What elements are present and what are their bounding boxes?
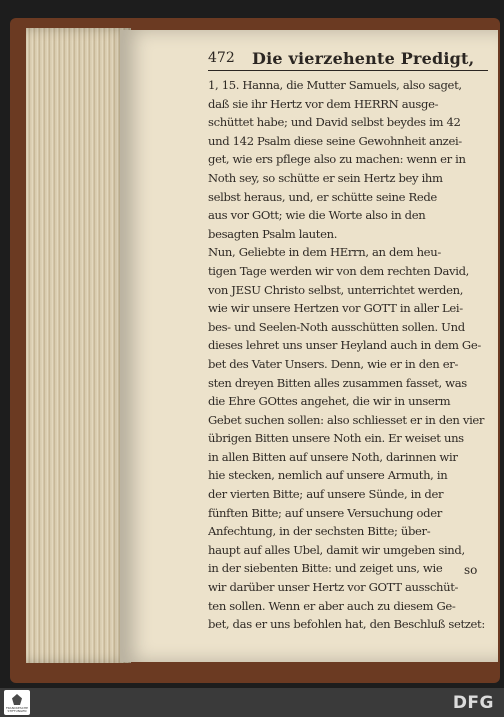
viewer-footer [0, 688, 504, 717]
text-line: sten dreyen Bitten alles zusammen fasset, was [208, 375, 467, 390]
text-line: fünften Bitte; auf unsere Versuchung oder [208, 505, 442, 520]
text-line: wie wir unsere Hertzen vor GOTT in aller Lei- [208, 301, 463, 316]
text-line: besagten Psalm lauten. [208, 226, 338, 241]
logo-mark-icon [12, 694, 22, 705]
text-line: der vierten Bitte; auf unsere Sünde, in der [208, 487, 444, 502]
dfg-logo[interactable]: DFG [452, 693, 494, 713]
text-line: hie stecken, nemlich auf unsere Armuth, in [208, 468, 448, 483]
running-head: Die vierzehente Predigt, [252, 49, 475, 68]
text-line: bet des Vater Unsers. Denn, wie er in den er- [208, 356, 459, 371]
text-line: die Ehre GOttes angehet, die wir in unserm [208, 394, 451, 409]
logo-text: FRANCKESCHE STIFTUNGEN [5, 706, 29, 713]
text-line: übrigen Bitten unsere Noth ein. Er weiset uns [208, 431, 464, 446]
text-line: wir darüber unser Hertz vor GOTT ausschüt- [208, 580, 459, 595]
text-line: schüttet habe; und David selbst beydes im 42 [208, 115, 461, 130]
page-number: 472 [208, 50, 235, 66]
text-line: 1, 15. Hanna, die Mutter Samuels, also saget, [208, 78, 462, 92]
text-line: get, wie ers pflege also zu machen: wenn er in [208, 152, 466, 167]
text-line: ten sollen. Wenn er aber auch zu diesem Ge- [208, 598, 456, 613]
text-line: Gebet suchen sollen: also schliesset er in den vier [208, 412, 485, 427]
text-line: Nun, Geliebte in dem HErrn, an dem heu- [208, 245, 441, 260]
text-line: in allen Bitten auf unsere Noth, darinnen wir [208, 449, 458, 464]
text-line: dieses lehret uns unser Heyland auch in dem Ge- [208, 338, 481, 353]
text-line: Noth sey, so schütte er sein Hertz bey ihm [208, 170, 443, 185]
page-header [208, 50, 488, 71]
text-line: bet, das er uns befohlen hat, den Beschluß setzet: [208, 617, 485, 632]
body-text [208, 76, 488, 634]
text-line: in der siebenten Bitte: und zeiget uns, wie [208, 561, 443, 576]
text-line: von JESU Christo selbst, unterrichtet werden, [208, 282, 464, 297]
text-line: daß sie ihr Hertz vor dem HERRN ausge- [208, 96, 439, 111]
institution-logo[interactable] [4, 690, 30, 715]
text-line: tigen Tage werden wir von dem rechten David, [208, 263, 469, 278]
text-line: aus vor GOtt; wie die Worte also in den [208, 208, 426, 223]
text-line: und 142 Psalm diese seine Gewohnheit anzei- [208, 133, 462, 148]
text-line: haupt auf alles Ubel, damit wir umgeben sind, [208, 542, 465, 557]
text-line: Anfechtung, in der sechsten Bitte; über- [208, 524, 431, 539]
catchword: so [464, 563, 478, 577]
text-line: bes- und Seelen-Noth ausschütten sollen. Und [208, 319, 465, 334]
text-line: selbst heraus, und, er schütte seine Rede [208, 189, 437, 204]
page-edges [26, 28, 131, 663]
